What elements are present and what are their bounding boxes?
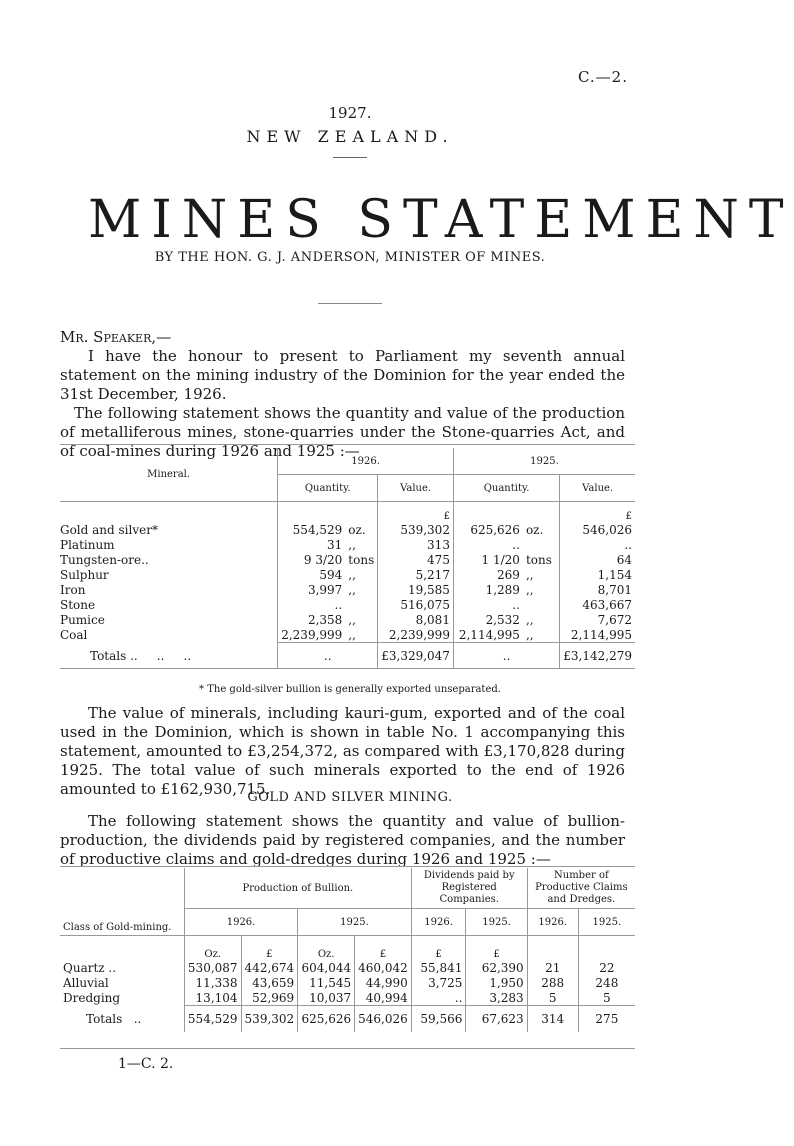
mineral-name: Platinum xyxy=(60,537,115,552)
quantity-1926: 2,239,999 xyxy=(278,627,346,643)
col-header-quantity-1926: Quantity. xyxy=(278,475,378,502)
currency-symbol: £ xyxy=(560,502,635,523)
value-1925: 40,994 xyxy=(355,990,412,1006)
value-1926: 52,969 xyxy=(241,990,298,1006)
col-header-claims-1925: 1925. xyxy=(578,909,635,936)
quantity-1926: 31 xyxy=(278,537,346,552)
table-row xyxy=(60,597,635,612)
mineral-name: Iron xyxy=(60,582,86,597)
totals-dividends-1925: 67,623 xyxy=(466,1006,527,1032)
value-1925: 64 xyxy=(560,552,635,567)
claims-1926: 5 xyxy=(527,990,578,1006)
oz-1926: 13,104 xyxy=(184,990,241,1006)
paragraph-3: The value of minerals, including kauri-gum, exported and of the coal used in the Dominion, which is shown in table No. 1 accompanying this statement, amounted to £3,254,372, as compared with £3,170,828 during 1925. The total value of such minerals exported to the end of 1926 amounted to £162,930,715. xyxy=(60,704,625,798)
table-row xyxy=(60,627,635,643)
claims-1926: 21 xyxy=(527,960,578,975)
value-1925: 8,701 xyxy=(560,582,635,597)
totals-claims-1925: 275 xyxy=(578,1006,635,1032)
value-1925: 546,026 xyxy=(560,522,635,537)
unit-pound: £ xyxy=(355,936,412,961)
col-header-value-1925: Value. xyxy=(560,475,635,502)
col-header-value-1926: Value. xyxy=(378,475,454,502)
mineral-name: Pumice xyxy=(60,612,105,627)
unit-1926 xyxy=(345,597,377,612)
quantity-1925: 625,626 xyxy=(453,522,522,537)
quantity-1925: .. xyxy=(453,537,522,552)
class-name: Dredging xyxy=(63,990,121,1005)
value-1925: 1,154 xyxy=(560,567,635,582)
page-signature: 1—C. 2. xyxy=(118,1056,174,1072)
dividends-1925: 62,390 xyxy=(466,960,527,975)
value-1926: 539,302 xyxy=(378,522,454,537)
quantity-1925: 1 1/20 xyxy=(453,552,522,567)
unit-1926: tons xyxy=(348,552,375,567)
unit-oz: Oz. xyxy=(184,936,241,961)
claims-1926: 288 xyxy=(527,975,578,990)
unit-1926: ,, xyxy=(348,627,356,642)
gold-silver-mining-table xyxy=(60,868,635,1032)
totals-value-1926: 539,302 xyxy=(241,1006,298,1032)
table-row xyxy=(60,612,635,627)
value-1926: 8,081 xyxy=(378,612,454,627)
table-top-rule xyxy=(60,866,635,867)
oz-1926: 11,338 xyxy=(184,975,241,990)
col-header-dividends: Dividends paid by Registered Companies. xyxy=(411,868,527,909)
value-1926: 442,674 xyxy=(241,960,298,975)
value-1925: 7,672 xyxy=(560,612,635,627)
paragraph-1: I have the honour to present to Parliament my seventh annual statement on the mining industry of the Dominion for the year ended the 31st December, 1926. xyxy=(60,347,625,403)
dividends-1925: 1,950 xyxy=(466,975,527,990)
col-header-mineral: Mineral. xyxy=(147,469,191,480)
document-reference: C.—2. xyxy=(577,68,628,86)
dividends-1925: 3,283 xyxy=(466,990,527,1006)
country-heading: NEW ZEALAND. xyxy=(246,127,454,146)
col-header-1926: 1926. xyxy=(278,448,454,475)
value-1925: 44,990 xyxy=(355,975,412,990)
class-name: Quartz .. xyxy=(63,960,117,975)
quantity-1926: 554,529 xyxy=(278,522,346,537)
salutation: Mr. Speaker,— xyxy=(60,328,172,346)
unit-1926: oz. xyxy=(348,522,366,537)
claims-1925: 5 xyxy=(578,990,635,1006)
table-bottom-rule xyxy=(60,1048,635,1049)
divider xyxy=(333,157,367,158)
document-year: 1927. xyxy=(328,104,372,122)
dividends-1926: .. xyxy=(411,990,466,1006)
oz-1925: 11,545 xyxy=(298,975,355,990)
byline: BY THE HON. G. J. ANDERSON, MINISTER OF MINES. xyxy=(154,250,546,265)
value-1926: 19,585 xyxy=(378,582,454,597)
value-1925: 460,042 xyxy=(355,960,412,975)
unit-1926: ,, xyxy=(348,612,356,627)
mineral-production-table xyxy=(60,448,635,669)
unit-1925: oz. xyxy=(525,522,544,537)
unit-1926: ,, xyxy=(348,567,356,582)
totals-oz-1926: 554,529 xyxy=(184,1006,241,1032)
value-1926: 475 xyxy=(378,552,454,567)
dividends-1926: 3,725 xyxy=(411,975,466,990)
quantity-1925: .. xyxy=(453,597,522,612)
value-1926: 313 xyxy=(378,537,454,552)
table-row xyxy=(60,975,635,990)
mineral-name: Tungsten-ore.. xyxy=(60,552,149,567)
class-name: Alluvial xyxy=(63,975,109,990)
unit-1925 xyxy=(523,537,560,552)
totals-value-1926: £3,329,047 xyxy=(378,643,454,669)
col-header-claims: Number of Productive Claims and Dredges. xyxy=(527,868,635,909)
unit-1925: ,, xyxy=(525,612,534,627)
totals-dividends-1926: 59,566 xyxy=(411,1006,466,1032)
currency-symbol: £ xyxy=(378,502,454,523)
claims-1925: 22 xyxy=(578,960,635,975)
unit-pound: £ xyxy=(466,936,527,961)
mineral-name: Stone xyxy=(60,597,96,612)
quantity-1926: 3,997 xyxy=(278,582,346,597)
table-row xyxy=(60,990,635,1006)
col-header-dividends-1926: 1926. xyxy=(411,909,466,936)
unit-1926: ,, xyxy=(348,537,356,552)
col-header-production-1925: 1925. xyxy=(298,909,412,936)
col-header-claims-1926: 1926. xyxy=(527,909,578,936)
table-row xyxy=(60,522,635,537)
totals-label: Totals .. .. .. xyxy=(90,648,192,663)
claims-1925: 248 xyxy=(578,975,635,990)
totals-label: Totals .. xyxy=(86,1011,142,1026)
unit-1925: tons xyxy=(525,552,552,567)
col-header-dividends-1925: 1925. xyxy=(466,909,527,936)
value-1926: 516,075 xyxy=(378,597,454,612)
unit-1925: ,, xyxy=(525,582,534,597)
quantity-1925: 2,532 xyxy=(453,612,522,627)
quantity-1925: 269 xyxy=(453,567,522,582)
value-1925: .. xyxy=(560,537,635,552)
table-row xyxy=(60,582,635,597)
mineral-name: Coal xyxy=(60,627,88,642)
paragraph-4: The following statement shows the quantity and value of bullion-production, the dividends paid by registered companies, and the number of productive claims and gold-dredges during 1926 and 1925 :— xyxy=(60,812,625,868)
col-header-class: Class of Gold-mining. xyxy=(63,922,172,933)
value-1925: 463,667 xyxy=(560,597,635,612)
oz-1926: 530,087 xyxy=(184,960,241,975)
col-header-1925: 1925. xyxy=(453,448,635,475)
quantity-1925: 2,114,995 xyxy=(453,627,522,643)
quantity-1926: 9 3/20 xyxy=(278,552,346,567)
quantity-1925: 1,289 xyxy=(453,582,522,597)
unit-1925 xyxy=(523,597,560,612)
table-row xyxy=(60,552,635,567)
totals-oz-1925: 625,626 xyxy=(298,1006,355,1032)
value-1926: 43,659 xyxy=(241,975,298,990)
table-top-rule xyxy=(60,444,635,445)
value-1926: 2,239,999 xyxy=(378,627,454,643)
dividends-1926: 55,841 xyxy=(411,960,466,975)
table-row xyxy=(60,960,635,975)
totals-quantity-1925: .. xyxy=(453,643,559,669)
footnote: * The gold-silver bullion is generally exported unseparated. xyxy=(199,684,501,695)
value-1926: 5,217 xyxy=(378,567,454,582)
divider xyxy=(318,303,382,304)
unit-1926: ,, xyxy=(348,582,356,597)
totals-quantity-1926: .. xyxy=(278,643,378,669)
col-header-production-1926: 1926. xyxy=(184,909,297,936)
table-row xyxy=(60,537,635,552)
paragraph-2: The following statement shows the quantity and value of the production of metalliferous mines, stone-quarries under the Stone-quarries Act, and of coal-mines during 1926 and 1925 :— xyxy=(60,404,625,460)
col-header-production: Production of Bullion. xyxy=(184,868,411,909)
unit-oz: Oz. xyxy=(298,936,355,961)
section-heading: GOLD AND SILVER MINING. xyxy=(247,790,453,805)
quantity-1926: 2,358 xyxy=(278,612,346,627)
table-bottom-rule xyxy=(60,668,635,669)
unit-1925: ,, xyxy=(525,627,534,642)
page-title: MINES STATEMENT xyxy=(88,190,794,250)
unit-1925: ,, xyxy=(525,567,534,582)
quantity-1926: 594 xyxy=(278,567,346,582)
oz-1925: 10,037 xyxy=(298,990,355,1006)
table-row xyxy=(60,567,635,582)
oz-1925: 604,044 xyxy=(298,960,355,975)
col-header-quantity-1925: Quantity. xyxy=(453,475,559,502)
mineral-name: Sulphur xyxy=(60,567,109,582)
totals-value-1925: 546,026 xyxy=(355,1006,412,1032)
value-1925: 2,114,995 xyxy=(560,627,635,643)
mineral-name: Gold and silver* xyxy=(60,522,158,537)
totals-value-1925: £3,142,279 xyxy=(560,643,635,669)
unit-pound: £ xyxy=(241,936,298,961)
unit-pound: £ xyxy=(411,936,466,961)
totals-claims-1926: 314 xyxy=(527,1006,578,1032)
quantity-1926: .. xyxy=(278,597,346,612)
